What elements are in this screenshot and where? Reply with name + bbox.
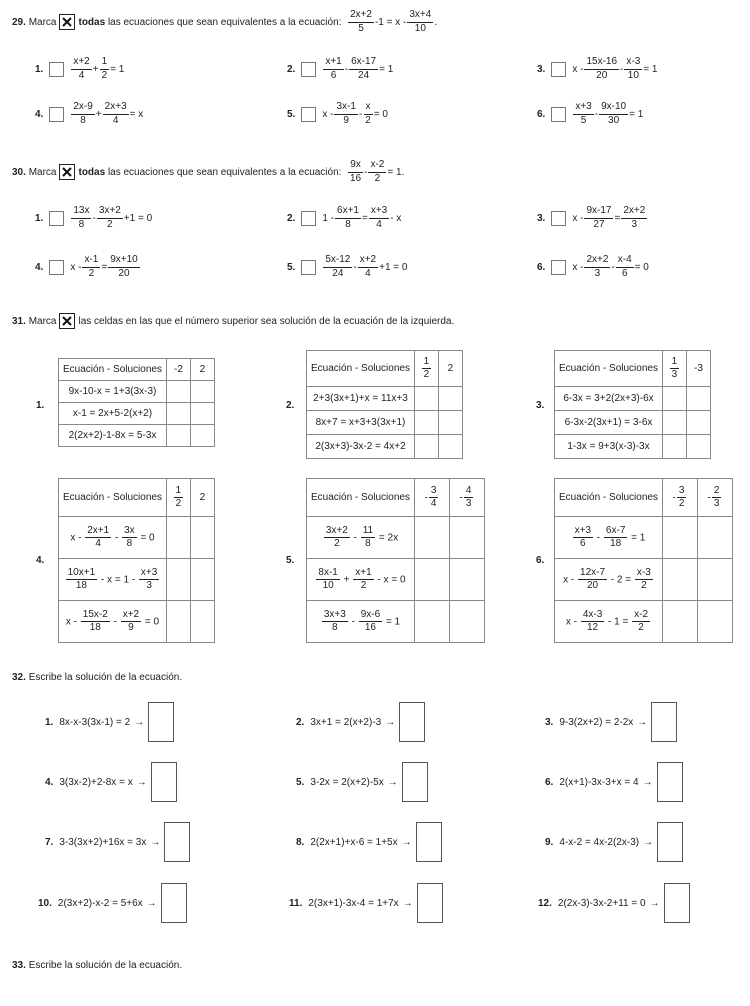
x-mark-icon (59, 313, 75, 329)
answer-box[interactable] (416, 822, 442, 862)
q29-text-2: todas (78, 16, 106, 28)
q30-option-4[interactable]: 4. x - $\frac{x-1}{2}$ = $\frac{9x+10}{20}$ (35, 254, 138, 279)
solutions-table-2: Ecuación - Soluciones $\frac{1}{2}$ 2 2+3(3x+1)+x = 11x+3 8x+7 = x+3+3(3x+1) 2(3x+3)-3x-2 = 4x+2 (306, 350, 463, 459)
q29-option-2[interactable]: 2. x+1 6 - $\frac{6x-17}{24}$ = 1 (287, 56, 394, 81)
answer-cell[interactable] (190, 425, 214, 447)
fraction: 2x+2 5 (350, 9, 372, 34)
answer-box[interactable] (151, 762, 177, 802)
answer-cell[interactable] (190, 403, 214, 425)
answer-cell[interactable] (414, 559, 449, 601)
q32-item-5: 5. 3-2x = 2(x+2)-5x → (296, 762, 428, 802)
answer-cell[interactable] (190, 601, 214, 643)
solutions-table-3: Ecuación - Soluciones $\frac{1}{3}$ -3 6-3x = 3+2(2x+3)-6x 6-3x-2(3x+1) = 3-6x 1-3x = 9+3(x-3)-3x (554, 350, 711, 459)
q33-statement: 33. Escribe la solución de la ecuación. (12, 960, 183, 971)
answer-cell[interactable] (697, 517, 732, 559)
answer-cell[interactable] (438, 435, 462, 459)
arrow-right-icon: → (150, 836, 161, 848)
q29-text-1: Marca (28, 16, 57, 28)
answer-cell[interactable] (166, 381, 190, 403)
q32-statement: 32. Escribe la solución de la ecuación. (12, 672, 183, 683)
answer-cell[interactable] (662, 387, 686, 411)
checkbox[interactable] (301, 211, 316, 226)
answer-cell[interactable] (190, 559, 214, 601)
q30-option-3[interactable]: 3. x - $\frac{9x-17}{27}$ = $\frac{2x+2}{3}$ (537, 205, 646, 230)
answer-box[interactable] (399, 702, 425, 742)
x-mark-icon (59, 14, 75, 30)
q32-item-10: 10. 2(3x+2)-x-2 = 5+6x → (38, 883, 187, 923)
arrow-right-icon: → (136, 776, 147, 788)
answer-cell[interactable] (414, 435, 438, 459)
q30-option-6[interactable]: 6. x - 2x+2 3 - $\frac{x-4}{6}$ = 0 (537, 254, 649, 279)
q30-number: 30. (12, 166, 26, 178)
arrow-right-icon: → (146, 897, 157, 909)
answer-box[interactable] (664, 883, 690, 923)
checkbox[interactable] (49, 211, 64, 226)
table-number: 4. (36, 555, 45, 566)
answer-cell[interactable] (166, 517, 190, 559)
answer-cell[interactable] (166, 403, 190, 425)
q30-option-1[interactable]: 1. 13x 8 - 3x+2 2 +1 = 0 (35, 205, 153, 230)
table-number: 3. (536, 400, 545, 411)
answer-cell[interactable] (686, 387, 710, 411)
q30-statement: 30. Marca todas las ecuaciones que sean equivalentes a la ecuación: 9x 16 - $\frac{x-2}{2}$ = 1. (12, 159, 405, 184)
answer-box[interactable] (417, 883, 443, 923)
answer-cell[interactable] (686, 435, 710, 459)
answer-box[interactable] (402, 762, 428, 802)
arrow-right-icon: → (637, 716, 648, 728)
answer-cell[interactable] (414, 411, 438, 435)
answer-cell[interactable] (190, 381, 214, 403)
answer-cell[interactable] (166, 425, 190, 447)
table-number: 6. (536, 555, 545, 566)
answer-cell[interactable] (438, 411, 462, 435)
q29-text-3: las ecuaciones que sean equivalentes a la ecuación: (107, 16, 342, 28)
solutions-table-6: Ecuación - Soluciones - $\frac{3}{2}$ - $\frac{2}{3}$ $\frac{x+3}{6}$ - $\frac{6x-7}{18}$ = 1 x - $\frac{12x-7}{20}$ - 2 = $\frac{x-3}{2}$ x - $\frac{4x-3}{12}$ - 1 = $\frac{x-2}{2}$ (554, 478, 733, 643)
answer-box[interactable] (657, 822, 683, 862)
q29-number: 29. (12, 16, 26, 28)
answer-cell[interactable] (414, 601, 449, 643)
answer-cell[interactable] (449, 517, 484, 559)
fraction: 3x+4 10 (409, 9, 432, 34)
checkbox[interactable] (49, 107, 64, 122)
arrow-right-icon: → (134, 716, 145, 728)
q29-option-1[interactable]: 1. x+2 4 + $\frac{1}{2}$ = 1 (35, 56, 125, 81)
answer-box[interactable] (164, 822, 190, 862)
q29-option-4[interactable]: 4. 2x-9 8 + $\frac{2x+3}{4}$ = x (35, 101, 144, 126)
answer-cell[interactable] (166, 559, 190, 601)
answer-cell[interactable] (662, 601, 697, 643)
answer-cell[interactable] (662, 517, 697, 559)
answer-cell[interactable] (662, 411, 686, 435)
q29-option-6[interactable]: 6. x+3 5 - $\frac{9x-10}{30}$ = 1 (537, 101, 644, 126)
q33-number: 33. (12, 960, 26, 971)
checkbox[interactable] (551, 62, 566, 77)
checkbox[interactable] (551, 260, 566, 275)
answer-cell[interactable] (697, 601, 732, 643)
answer-cell[interactable] (697, 559, 732, 601)
arrow-right-icon: → (642, 776, 653, 788)
q32-item-4: 4. 3(3x-2)+2-8x = x → (45, 762, 177, 802)
q32-item-1: 1. 8x-x-3(3x-1) = 2 → (45, 702, 174, 742)
checkbox[interactable] (551, 211, 566, 226)
q32-item-7: 7. 3-3(3x+2)+16x = 3x → (45, 822, 190, 862)
q32-item-2: 2. 3x+1 = 2(x+2)-3 → (296, 702, 425, 742)
x-mark-icon (59, 164, 75, 180)
answer-cell[interactable] (662, 559, 697, 601)
q29-statement: 29. Marca todas las ecuaciones que sean equivalentes a la ecuación: 2x+2 5 -1 = x - 3x+4 10 . (12, 9, 438, 34)
q31-number: 31. (12, 315, 26, 327)
arrow-right-icon: → (387, 776, 398, 788)
table-number: 1. (36, 400, 45, 411)
checkbox[interactable] (301, 260, 316, 275)
answer-cell[interactable] (686, 411, 710, 435)
answer-cell[interactable] (166, 601, 190, 643)
q32-item-12: 12. 2(2x-3)-3x-2+11 = 0 → (538, 883, 690, 923)
table-number: 5. (286, 555, 295, 566)
q30-option-5[interactable]: 5. 5x-12 24 - x+2 4 +1 = 0 (287, 254, 408, 279)
answer-cell[interactable] (414, 387, 438, 411)
answer-box[interactable] (651, 702, 677, 742)
solutions-table-4: Ecuación - Soluciones $\frac{1}{2}$ 2 x - $\frac{2x+1}{4}$ - $\frac{3x}{8}$ = 0 $\frac{10x+1}{18}$ - x = 1 - $\frac{x+3}{3}$ x - $\frac{15x-2}{18}$ - $\frac{x+2}{9}$ = 0 (58, 478, 215, 643)
arrow-right-icon: → (402, 897, 413, 909)
answer-cell[interactable] (414, 517, 449, 559)
arrow-right-icon: → (385, 716, 396, 728)
q32-item-6: 6. 2(x+1)-3x-3+x = 4 → (545, 762, 683, 802)
answer-cell[interactable] (190, 517, 214, 559)
q32-item-3: 3. 9-3(2x+2) = 2-2x → (545, 702, 677, 742)
checkbox[interactable] (49, 62, 64, 77)
answer-cell[interactable] (449, 559, 484, 601)
q31-statement: 31. Marca las celdas en las que el número superior sea solución de la ecuación de la izquierda. (12, 313, 454, 329)
answer-cell[interactable] (662, 435, 686, 459)
arrow-right-icon: → (649, 897, 660, 909)
answer-box[interactable] (657, 762, 683, 802)
solutions-table-5: Ecuación - Soluciones - $\frac{3}{4}$ - $\frac{4}{3}$ $\frac{3x+2}{2}$ - $\frac{11}{8}$ = 2x $\frac{8x-1}{10}$ + $\frac{x+1}{2}$ - x = 0 $\frac{3x+3}{8}$ - $\frac{9x-6}{16}$ = 1 (306, 478, 485, 643)
q29-option-3[interactable]: 3. x - 15x-16 20 - $\frac{x-3}{10}$ = 1 (537, 56, 658, 81)
q32-item-9: 9. 4-x-2 = 4x-2(2x-3) → (545, 822, 683, 862)
q32-item-8: 8. 2(2x+1)+x-6 = 1+5x → (296, 822, 442, 862)
solutions-table-1: Ecuación - Soluciones -2 2 9x-10-x = 1+3(3x-3) x-1 = 2x+5-2(x+2) 2(2x+2)-1-8x = 5-3x (58, 358, 215, 447)
answer-box[interactable] (161, 883, 187, 923)
checkbox[interactable] (49, 260, 64, 275)
checkbox[interactable] (301, 62, 316, 77)
checkbox[interactable] (551, 107, 566, 122)
q32-item-11: 11. 2(3x+1)-3x-4 = 1+7x → (289, 883, 443, 923)
arrow-right-icon: → (401, 836, 412, 848)
table-number: 2. (286, 400, 295, 411)
q32-number: 32. (12, 672, 26, 683)
answer-cell[interactable] (449, 601, 484, 643)
answer-box[interactable] (148, 702, 174, 742)
checkbox[interactable] (301, 107, 316, 122)
q30-option-2[interactable]: 2. 1 - $\frac{6x+1}{8}$ = $\frac{x+3}{4}$ - x (287, 205, 402, 230)
q29-option-5[interactable]: 5. x - 3x-1 9 - $\frac{x}{2}$ = 0 (287, 101, 388, 126)
answer-cell[interactable] (438, 387, 462, 411)
arrow-right-icon: → (643, 836, 654, 848)
